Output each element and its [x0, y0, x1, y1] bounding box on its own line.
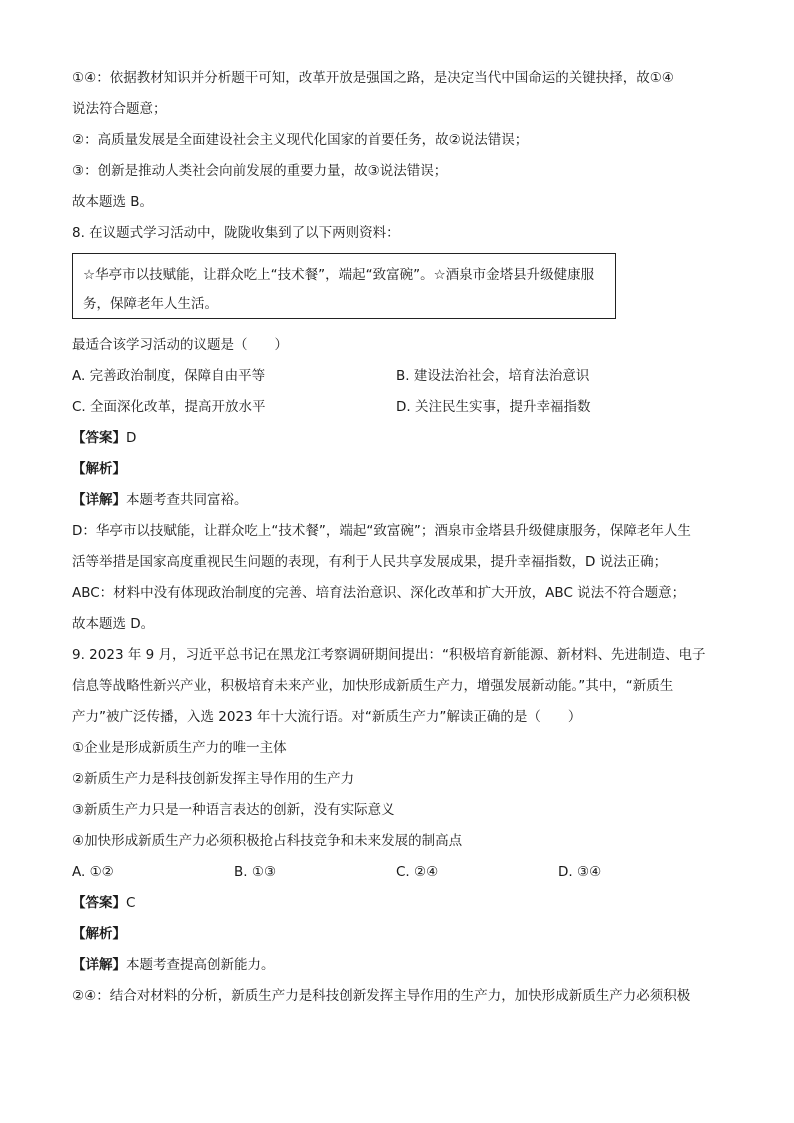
option-b: B. ①③	[234, 864, 277, 880]
option-a: A. ①②	[72, 864, 114, 880]
question-9-stem: 9. 2023 年 9 月，习近平总书记在黑龙江考察调研期间提出：“积极培育新能源、新材料、先进制造、电子	[72, 647, 706, 663]
analysis-line	[72, 454, 727, 485]
option-b: B. 建设法治社会，培育法治意识	[396, 368, 590, 384]
document-page	[72, 63, 727, 1012]
text-line: 活等举措是国家高度重视民生问题的表现，有利于人民共享发展成果，提升幸福指数，D 说法正确；	[72, 554, 668, 570]
detail-text: 本题考查共同富裕。	[126, 492, 248, 508]
detail-line	[72, 950, 727, 981]
question-8-prompt: 最适合该学习活动的议题是（ ）	[72, 337, 288, 353]
answer-tag: 【答案】	[72, 895, 126, 911]
question-9-stem: 产力”被广泛传播，入选 2023 年十大流行语。对“新质生产力”解读正确的是（ ）	[72, 709, 582, 725]
answer-value: C	[126, 895, 136, 911]
option-a: A. 完善政治制度，保障自由平等	[72, 368, 266, 384]
answer-line	[72, 888, 727, 919]
options-row	[72, 361, 727, 392]
option-c: C. ②④	[396, 864, 439, 880]
text-line: 故本题选 D。	[72, 616, 155, 632]
option-c: C. 全面深化改革，提高开放水平	[72, 399, 266, 415]
analysis-tag: 【解析】	[72, 926, 126, 942]
answer-tag: 【答案】	[72, 430, 126, 446]
text-line: ②④：结合对材料的分析，新质生产力是科技创新发挥主导作用的生产力，加快形成新质生产力必须积极	[72, 988, 691, 1004]
question-8-stem: 8. 在议题式学习活动中，陇陇收集到了以下两则资料：	[72, 225, 400, 241]
answer-line	[72, 423, 727, 454]
statement-item: ④加快形成新质生产力必须积极抢占科技竞争和未来发展的制高点	[72, 833, 463, 849]
statement-item: ②新质生产力是科技创新发挥主导作用的生产力	[72, 771, 355, 787]
detail-line	[72, 485, 727, 516]
statement-item: ③新质生产力只是一种语言表达的创新，没有实际意义	[72, 802, 395, 818]
answer-value: D	[126, 430, 137, 446]
analysis-line	[72, 919, 727, 950]
text-line: ①④：依据教材知识并分析题干可知，改革开放是强国之路，是决定当代中国命运的关键抉择，故①④	[72, 70, 674, 86]
option-d: D. 关注民生实事，提升幸福指数	[396, 399, 591, 415]
analysis-tag: 【解析】	[72, 461, 126, 477]
text-line: ②：高质量发展是全面建设社会主义现代化国家的首要任务，故②说法错误；	[72, 132, 529, 148]
material-line: 务，保障老年人生活。	[83, 296, 218, 312]
statement-item: ①企业是形成新质生产力的唯一主体	[72, 740, 287, 756]
options-row	[72, 857, 727, 888]
text-line: ③：创新是推动人类社会向前发展的重要力量，故③说法错误；	[72, 163, 448, 179]
material-box	[72, 253, 616, 319]
option-d: D. ③④	[558, 864, 602, 880]
options-row	[72, 392, 727, 423]
text-line: ABC：材料中没有体现政治制度的完善、培育法治意识、深化改革和扩大开放，ABC 说法不符合题意；	[72, 585, 686, 601]
detail-tag: 【详解】	[72, 492, 126, 508]
question-9-stem: 信息等战略性新兴产业，积极培育未来产业，加快形成新质生产力，增强发展新动能。”其中，“新质生	[72, 678, 674, 694]
material-line: ☆华亭市以技赋能，让群众吃上“技术餐”，端起“致富碗”。☆酒泉市金塔县升级健康服	[83, 267, 595, 283]
detail-text: 本题考查提高创新能力。	[126, 957, 275, 973]
material-box-wrapper	[72, 249, 727, 330]
detail-tag: 【详解】	[72, 957, 126, 973]
text-line: 故本题选 B。	[72, 194, 154, 210]
text-line: D：华亭市以技赋能，让群众吃上“技术餐”，端起“致富碗”；酒泉市金塔县升级健康服务，保障老年人生	[72, 523, 691, 539]
text-line: 说法符合题意；	[72, 101, 167, 117]
